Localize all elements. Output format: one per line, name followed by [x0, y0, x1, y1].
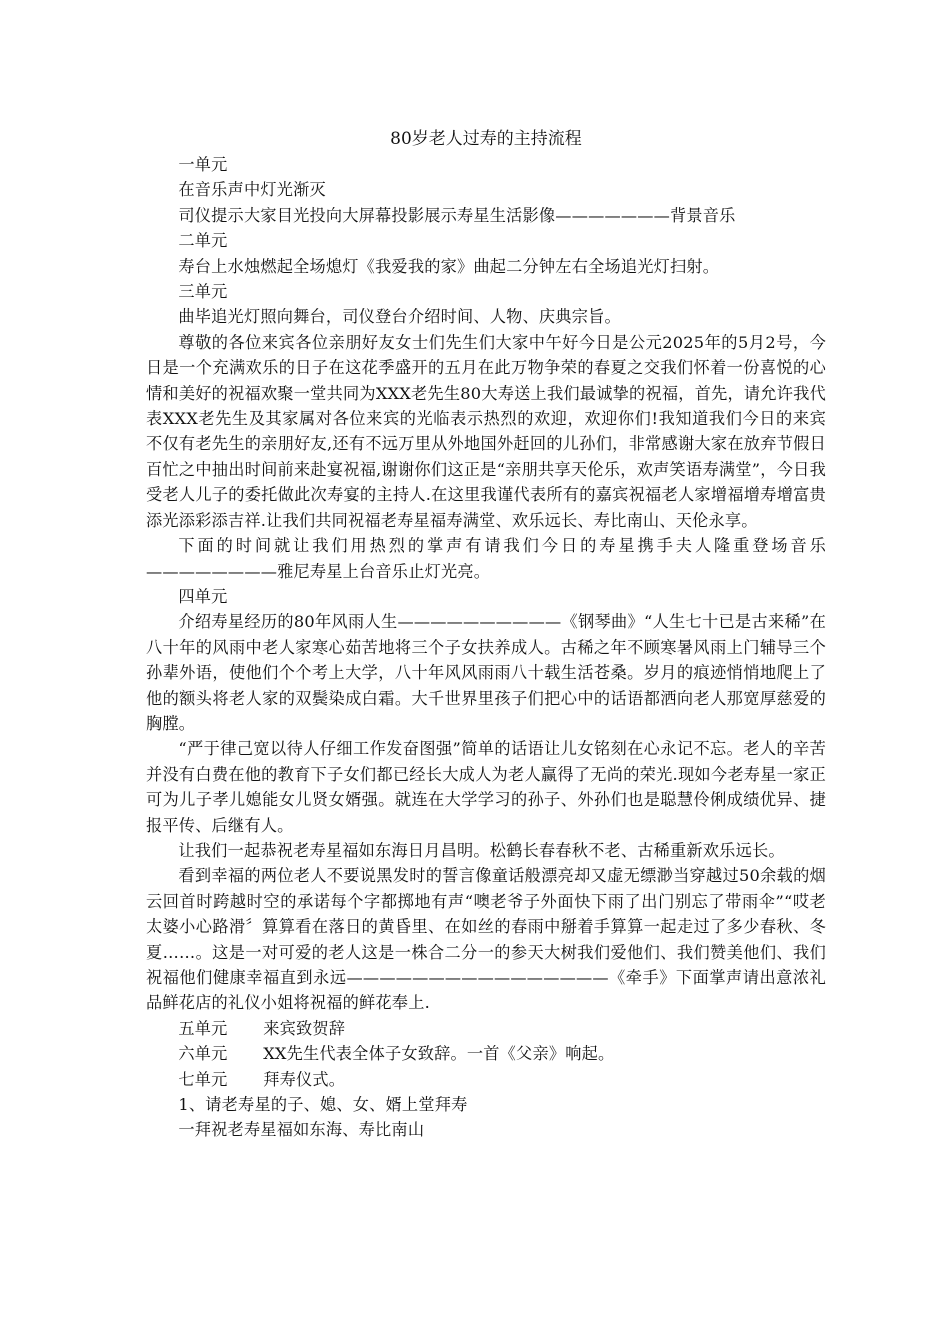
paragraph-slideshow: 司仪提示大家目光投向大屏幕投影展示寿星生活影像———————背景音乐	[178, 205, 736, 225]
paragraph-motto: “严于律己宽以待人仔细工作发奋图强”简单的话语让儿女铭刻在心永记不忘。老人的辛苦并没有白费在他的教育下子女们都已经长大成人为老人赢得了无尚的荣光.现如今老寿星一家正可为儿子孝儿媳能女儿贤女婿强。就连在大学学习的孙子、外孙们也是聪慧伶俐成绩优异、捷报平传、后继有人。	[146, 739, 826, 835]
document-body	[146, 126, 826, 1143]
paragraph-unit-1: 一单元	[178, 155, 228, 174]
paragraph-bow-step-1: 1、请老寿星的子、媳、女、婿上堂拜寿	[178, 1095, 468, 1115]
paragraph-life-story: 介绍寿星经历的80年风雨人生——————————《钢琴曲》“人生七十已是古来稀”在八十年的风雨中老人家寒心茹苦地将三个子女扶养成人。古稀之年不顾寒暑风雨上门辅导三个孙辈外语，使他们个个考上大学，八十年风风雨雨八十载生活苍桑。岁月的痕迹悄悄地爬上了他的额头将老人家的双鬓染成白霜。大千世界里孩子们把心中的话语都洒向老人那宽厚慈爱的胸膛。	[146, 612, 826, 733]
paragraph-welcome-speech: 尊敬的各位来宾各位亲朋好友女士们先生们大家中午好今日是公元2025年的5月2号，今日是一个充满欢乐的日子在这花季盛开的五月在此万物争荣的春夏之交我们怀着一份喜悦的心情和美好的祝福欢聚一堂共同为XXX老先生80大寿送上我们最诚挚的祝福，首先，请允许我代表XXX老先生及其家属对各位来宾的光临表示热烈的欢迎，欢迎你们!我知道我们今日的来宾不仅有老先生的亲朋好友,还有不远万里从外地国外赶回的儿孙们，非常感谢大家在放弃节假日百忙之中抽出时间前来赴宴祝福,谢谢你们这正是“亲朋共享天伦乐，欢声笑语寿满堂”，今日我受老人儿子的委托做此次寿宴的主持人.在这里我谨代表所有的嘉宾祝福老人家增福增寿增富贵添光添彩添吉祥.让我们共同祝福老寿星福寿满堂、欢乐远长、寿比南山、天伦永享。	[146, 332, 826, 530]
unit-text: 来宾致贺辞	[263, 1018, 346, 1038]
paragraph-candles: 寿台上水烛燃起全场熄灯《我爱我的家》曲起二分钟左右全场追光灯扫射。	[178, 256, 720, 276]
unit-text: 拜寿仪式。	[263, 1069, 346, 1089]
unit-label: 六单元	[178, 1044, 228, 1064]
paragraph-unit-3: 三单元	[178, 282, 228, 302]
paragraph-couple: 看到幸福的两位老人不要说黑发时的誓言像童话般漂亮却又虚无缥渺当穿越过50余载的烟云回首时跨越时空的承诺每个字都掷地有声“噢老爷子外面快下雨了出门别忘了带雨伞”“哎老太婆小心路滑〞算算看在落日的黄昏里、在如丝的春雨中掰着手算算一起走过了多少春秋、冬夏……。这是一对可爱的老人这是一株合二分一的参天大树我们爱他们、我们赞美他们、我们祝福他们健康幸福直到永远————————————————《牵手》下面掌声请出意浓礼品鲜花店的礼仪小姐将祝福的鲜花奉上.	[146, 866, 826, 1013]
paragraph-unit-7	[146, 1067, 826, 1092]
paragraph-unit-4: 四单元	[178, 586, 228, 606]
paragraph-unit-6	[146, 1041, 826, 1066]
unit-text: XX先生代表全体子女致辞。一首《父亲》响起。	[263, 1044, 615, 1064]
document-title: 80岁老人过寿的主持流程	[390, 129, 582, 149]
paragraph-first-bow: 一拜祝老寿星福如东海、寿比南山	[178, 1120, 425, 1140]
paragraph-host-intro: 曲毕追光灯照向舞台，司仪登台介绍时间、人物、庆典宗旨。	[178, 307, 621, 327]
paragraph-entrance: 下面的时间就让我们用热烈的掌声有请我们今日的寿星携手夫人隆重登场音乐————————雅尼寿星上台音乐止灯光亮。	[146, 536, 826, 581]
paragraph-unit-2: 二单元	[178, 231, 228, 251]
paragraph-lights-dim: 在音乐声中灯光渐灭	[178, 180, 326, 200]
unit-label: 五单元	[178, 1018, 228, 1038]
paragraph-blessing: 让我们一起恭祝老寿星福如东海日月昌明。松鹤长春春秋不老、古稀重新欢乐远长。	[178, 840, 785, 860]
paragraph-unit-5	[146, 1016, 826, 1041]
unit-label: 七单元	[178, 1069, 228, 1089]
